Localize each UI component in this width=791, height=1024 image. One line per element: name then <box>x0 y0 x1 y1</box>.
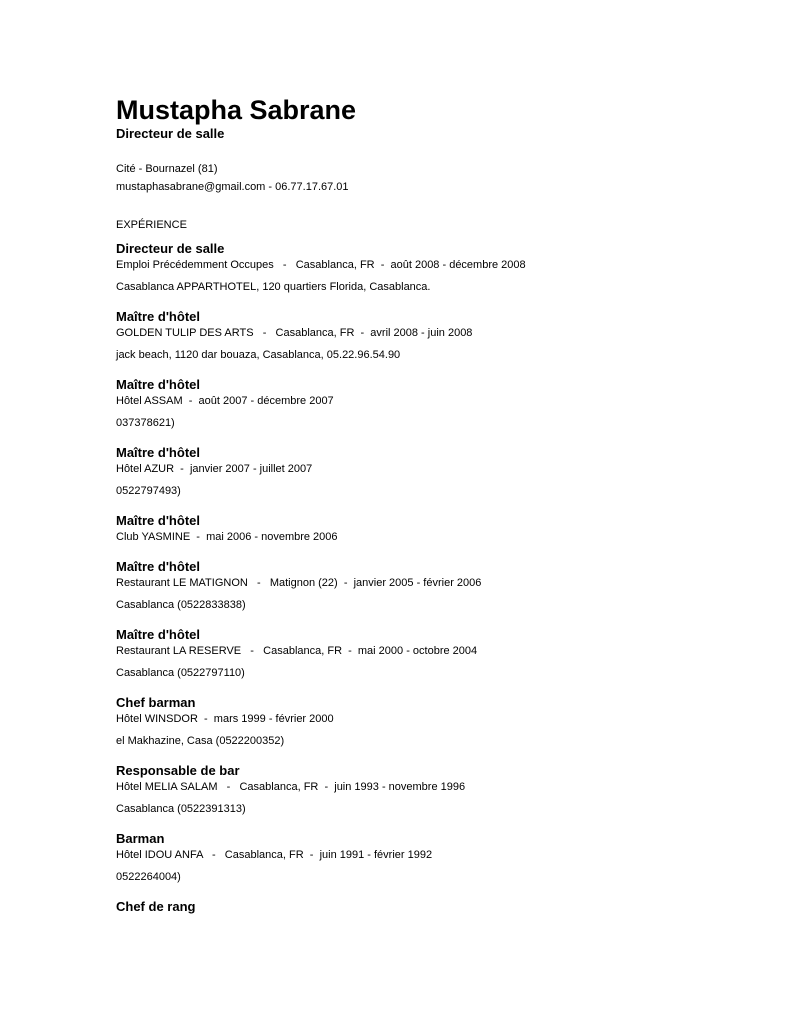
contact-block <box>116 160 736 196</box>
job-employer-dates: Hôtel MELIA SALAM - Casablanca, FR - juin 1993 - novembre 1996 <box>116 781 466 793</box>
job-title: Maître d'hôtel <box>116 627 200 642</box>
job-employer-dates: GOLDEN TULIP DES ARTS - Casablanca, FR - avril 2008 - juin 2008 <box>116 327 473 339</box>
experience-entry <box>116 308 736 362</box>
job-title: Maître d'hôtel <box>116 513 200 528</box>
job-title: Chef de rang <box>116 899 196 914</box>
experience-entry <box>116 376 736 430</box>
experience-entry <box>116 240 736 294</box>
job-employer-dates: Hôtel AZUR - janvier 2007 - juillet 2007 <box>116 463 313 475</box>
job-employer-dates: Emploi Précédemment Occupes - Casablanca, FR - août 2008 - décembre 2008 <box>116 259 526 271</box>
resume-page <box>116 94 736 916</box>
job-description: Casablanca APPARTHOTEL, 120 quartiers Florida, Casablanca. <box>116 281 431 293</box>
job-title: Maître d'hôtel <box>116 377 200 392</box>
job-description: 037378621) <box>116 417 175 429</box>
candidate-name: Mustapha Sabrane <box>116 95 357 125</box>
job-employer-dates: Club YASMINE - mai 2006 - novembre 2006 <box>116 531 338 543</box>
job-title: Directeur de salle <box>116 241 225 256</box>
candidate-title: Directeur de salle <box>116 126 225 141</box>
experience-entry <box>116 898 736 916</box>
job-description: Casablanca (0522833838) <box>116 599 246 611</box>
job-employer-dates: Hôtel ASSAM - août 2007 - décembre 2007 <box>116 395 334 407</box>
job-title: Chef barman <box>116 695 196 710</box>
experience-entry <box>116 558 736 612</box>
job-title: Maître d'hôtel <box>116 559 200 574</box>
experience-entry <box>116 762 736 816</box>
experience-entry <box>116 512 736 544</box>
experience-entry <box>116 626 736 680</box>
address-line: Cité - Bournazel (81) <box>116 163 218 175</box>
job-employer-dates: Hôtel IDOU ANFA - Casablanca, FR - juin 1991 - février 1992 <box>116 849 433 861</box>
job-employer-dates: Restaurant LA RESERVE - Casablanca, FR - mai 2000 - octobre 2004 <box>116 645 478 657</box>
experience-entry <box>116 830 736 884</box>
job-description: el Makhazine, Casa (0522200352) <box>116 735 285 747</box>
job-title: Maître d'hôtel <box>116 309 200 324</box>
job-description: 0522797493) <box>116 485 181 497</box>
job-title: Barman <box>116 831 165 846</box>
job-description: Casablanca (0522797110) <box>116 667 245 679</box>
job-title: Maître d'hôtel <box>116 445 200 460</box>
job-description: 0522264004) <box>116 871 181 883</box>
experience-section-title: EXPÉRIENCE <box>116 219 187 231</box>
job-description: Casablanca (0522391313) <box>116 803 246 815</box>
experience-entry <box>116 444 736 498</box>
experience-list <box>116 240 736 916</box>
job-employer-dates: Hôtel WINSDOR - mars 1999 - février 2000 <box>116 713 334 725</box>
job-description: jack beach, 1120 dar bouaza, Casablanca, 05.22.96.54.90 <box>116 349 401 361</box>
job-employer-dates: Restaurant LE MATIGNON - Matignon (22) - janvier 2005 - février 2006 <box>116 577 482 589</box>
experience-entry <box>116 694 736 748</box>
job-title: Responsable de bar <box>116 763 240 778</box>
email-phone-line: mustaphasabrane@gmail.com - 06.77.17.67.01 <box>116 181 349 193</box>
